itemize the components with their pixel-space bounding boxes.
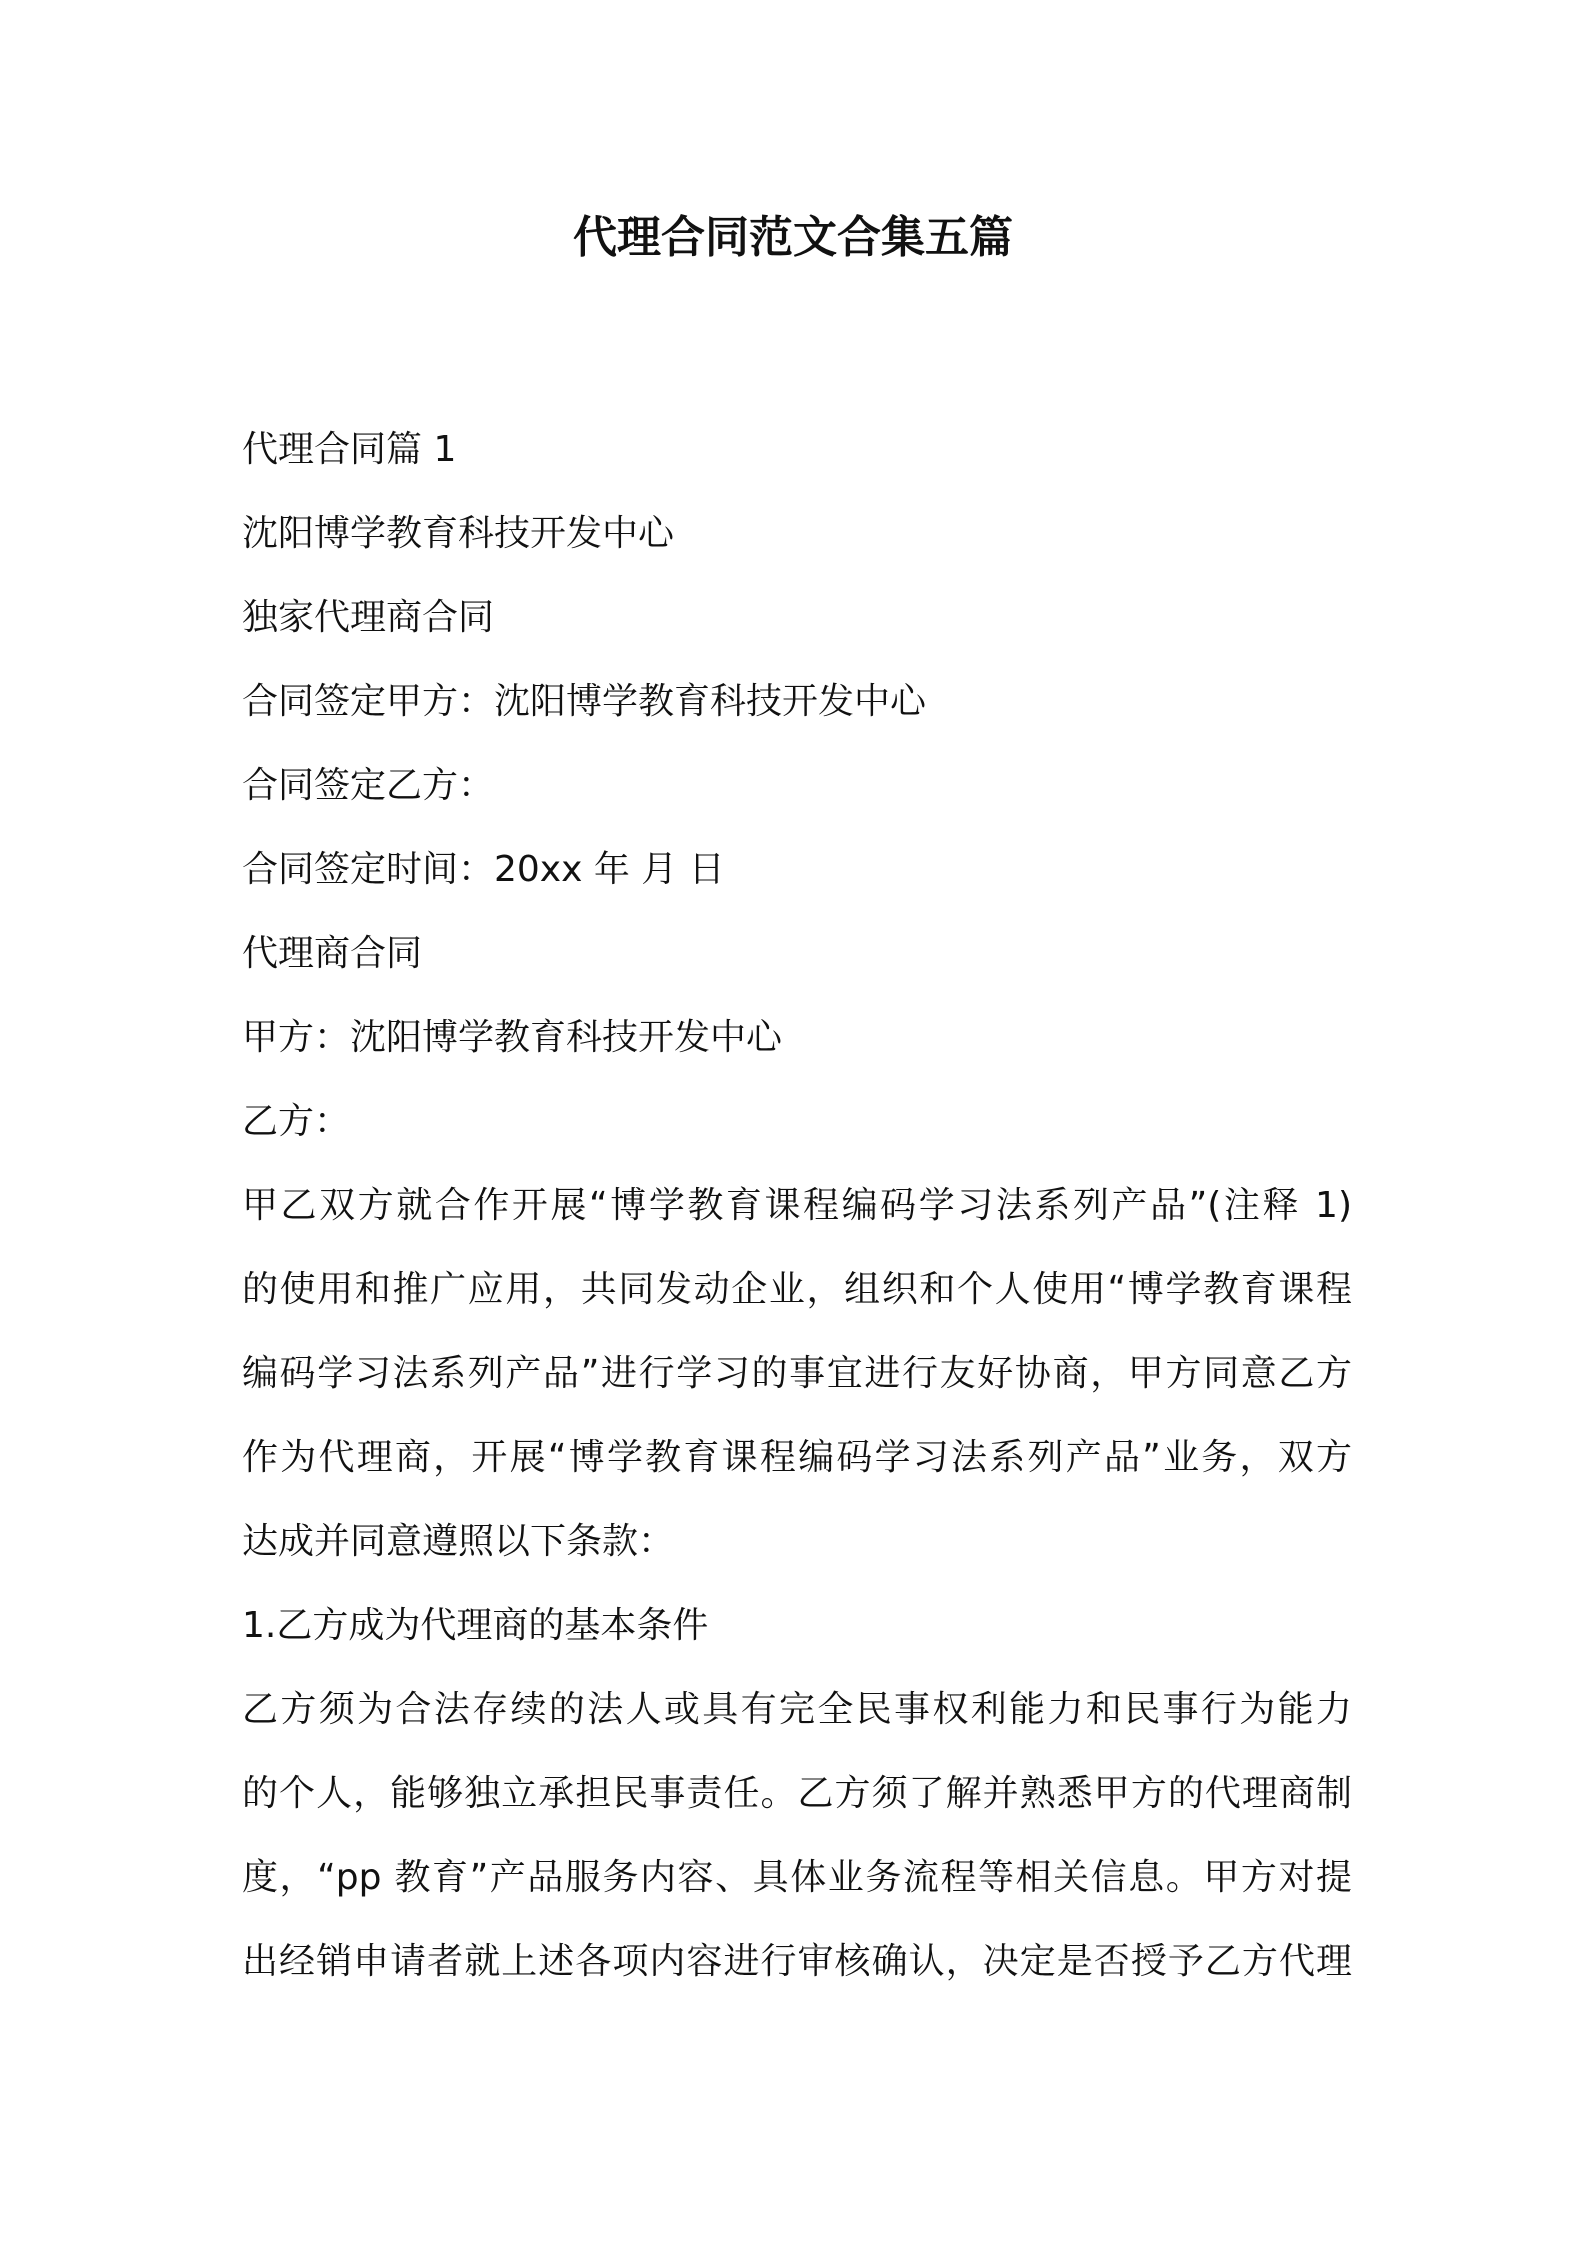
- paragraph-line: 度，“pp 教育”产品服务内容、具体业务流程等相关信息。甲方对提: [242, 1857, 1352, 1898]
- paragraph-line: 作为代理商，开展“博学教育课程编码学习法系列产品”业务，双方: [242, 1437, 1352, 1478]
- paragraph-line: 出经销申请者就上述各项内容进行审核确认，决定是否授予乙方代理: [242, 1941, 1352, 1982]
- paragraph-line: 达成并同意遵照以下条款：: [242, 1521, 675, 1562]
- paragraph-line: 的使用和推广应用，共同发动企业，组织和个人使用“博学教育课程: [242, 1269, 1352, 1310]
- document-title: 代理合同范文合集五篇: [573, 212, 1013, 263]
- section-heading: 1.乙方成为代理商的基本条件: [242, 1605, 709, 1646]
- paragraph-line: 乙方须为合法存续的法人或具有完全民事权利能力和民事行为能力: [242, 1689, 1352, 1730]
- party-a: 甲方：沈阳博学教育科技开发中心: [242, 1017, 783, 1058]
- document-body: [242, 408, 1352, 2004]
- contract-subtitle: 代理商合同: [242, 933, 423, 974]
- intro-paragraph: [242, 1164, 1352, 1584]
- contract-type: 独家代理商合同: [242, 597, 495, 638]
- company-name: 沈阳博学教育科技开发中心: [242, 513, 675, 554]
- paragraph-line: 的个人，能够独立承担民事责任。乙方须了解并熟悉甲方的代理商制: [242, 1773, 1352, 1814]
- party-a-signing: 合同签定甲方：沈阳博学教育科技开发中心: [242, 681, 927, 722]
- party-b: 乙方：: [242, 1101, 351, 1142]
- paragraph-line: 甲乙双方就合作开展“博学教育课程编码学习法系列产品”(注释 1): [242, 1185, 1352, 1226]
- party-b-signing: 合同签定乙方：: [242, 765, 495, 806]
- signing-date: 合同签定时间：20xx 年 月 日: [242, 849, 725, 890]
- conditions-paragraph: [242, 1668, 1352, 2004]
- chapter-heading: 代理合同篇 1: [242, 429, 457, 470]
- paragraph-line: 编码学习法系列产品”进行学习的事宜进行友好协商，甲方同意乙方: [242, 1353, 1352, 1394]
